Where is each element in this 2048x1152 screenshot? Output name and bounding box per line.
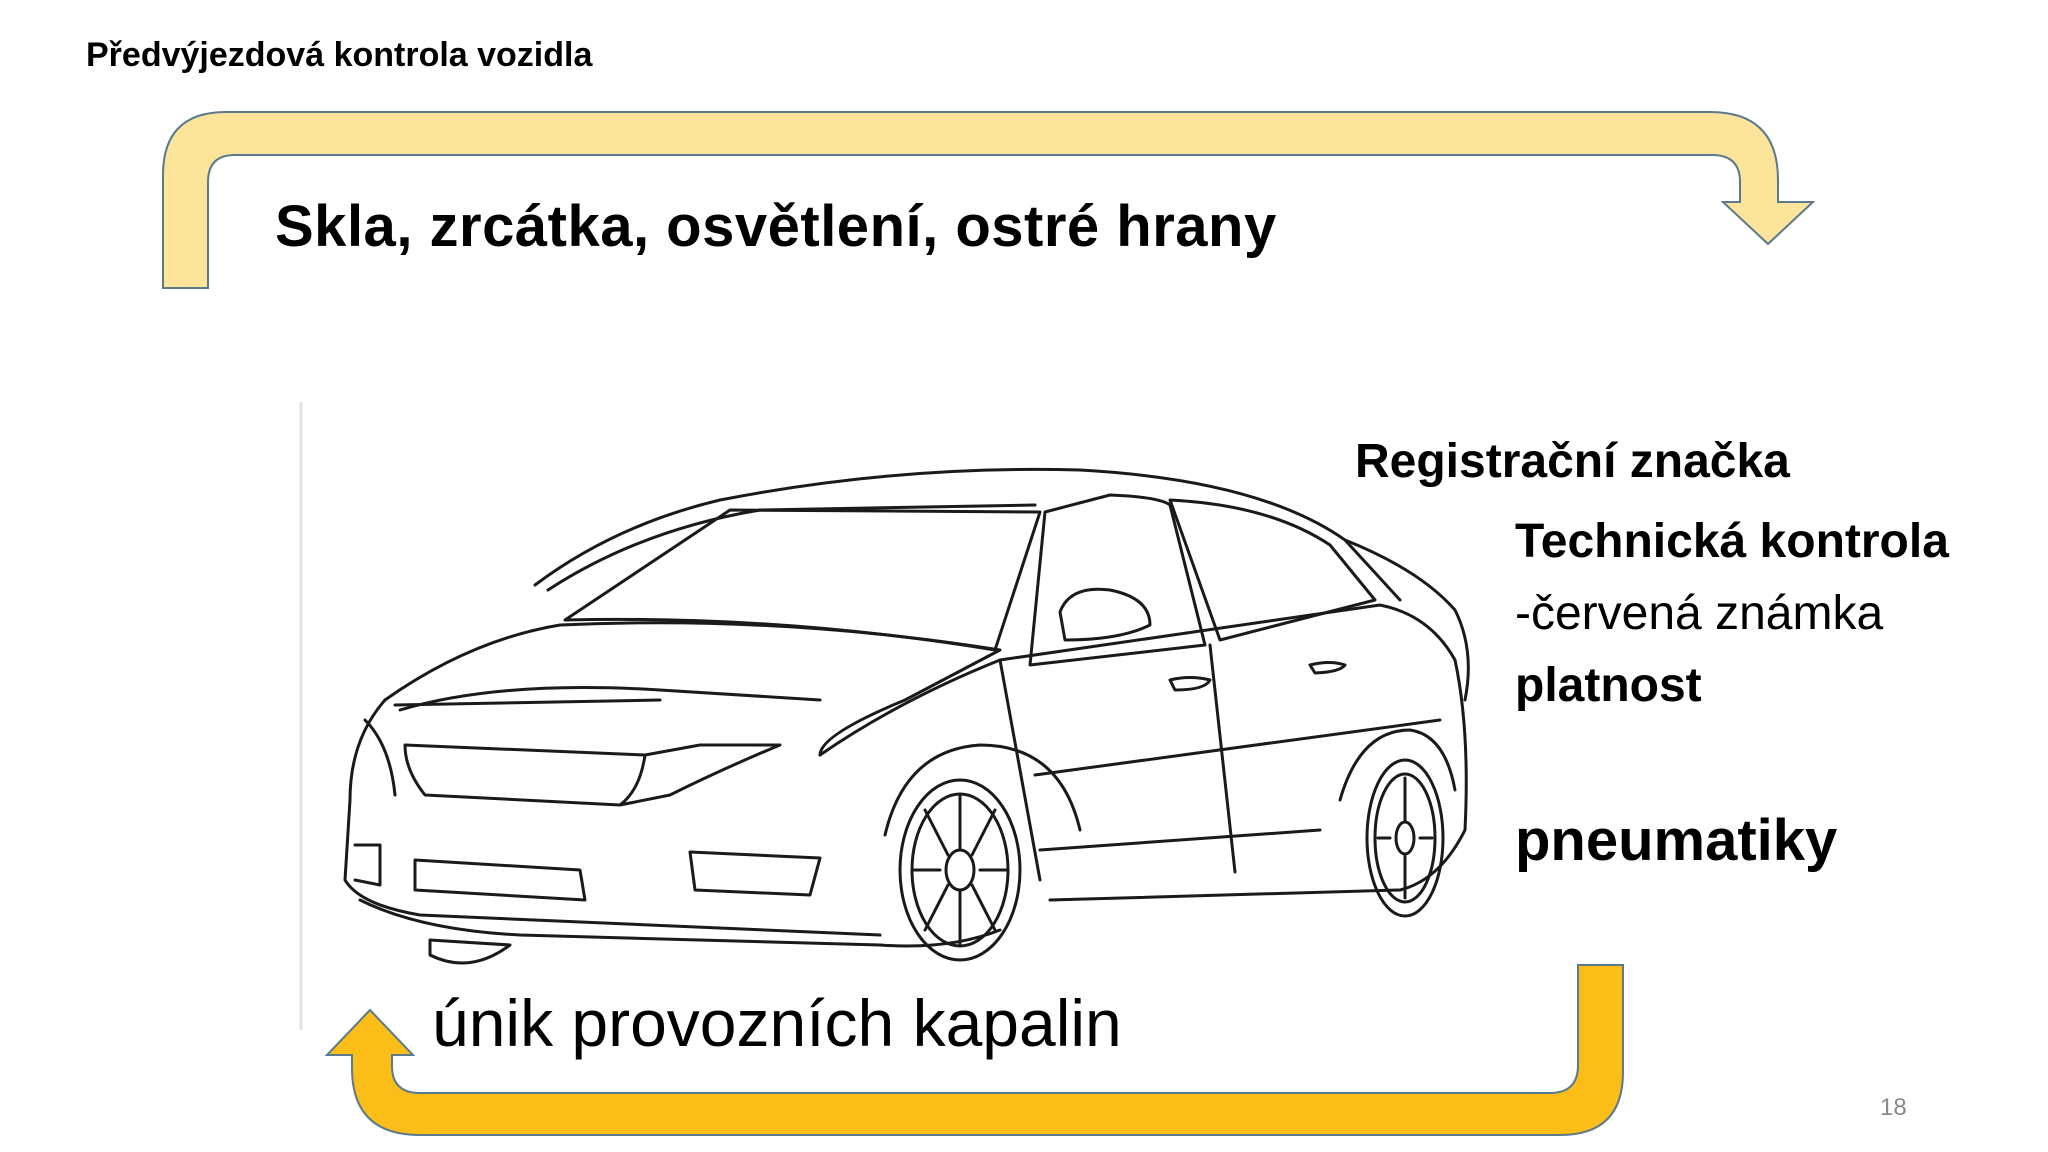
registration-label: Registrační značka <box>1355 435 1790 488</box>
slide-title: Předvýjezdová kontrola vozidla <box>86 36 593 74</box>
car-illustration <box>345 469 1468 963</box>
tires-label: pneumatiky <box>1515 808 1838 873</box>
page-number: 18 <box>1880 1094 1907 1121</box>
validity-label: platnost <box>1515 659 1702 712</box>
technical-inspection-label: Technická kontrola <box>1515 515 1949 568</box>
sticker-label: -červená známka <box>1515 587 1884 640</box>
top-arrow-label: Skla, zrcátka, osvětlení, ostré hrany <box>275 194 1277 259</box>
bottom-arrow-label: únik provozních kapalin <box>432 986 1122 1060</box>
